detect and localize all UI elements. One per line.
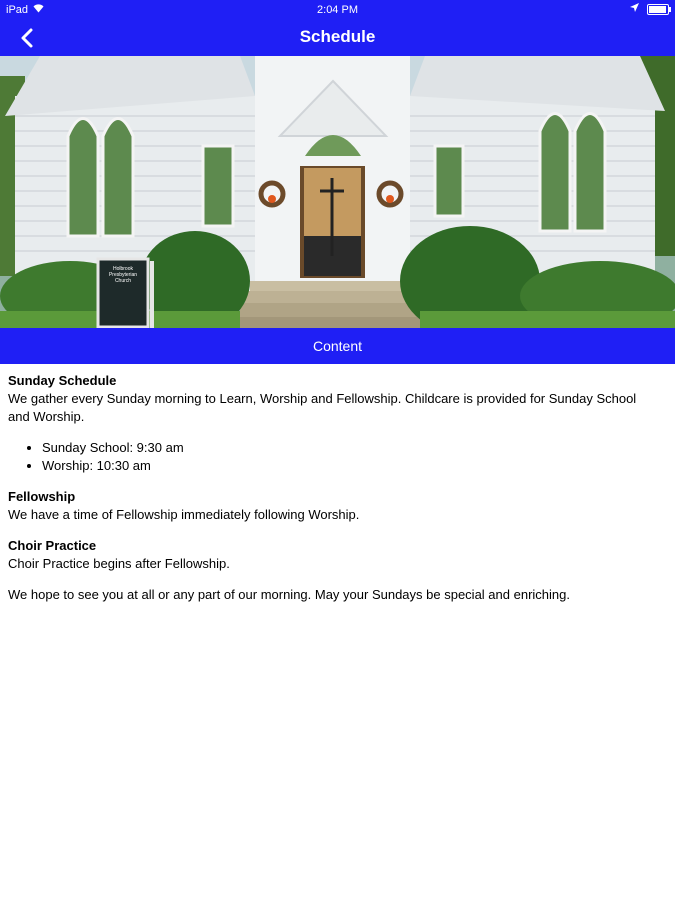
device-label: iPad <box>6 4 29 16</box>
church-photo <box>0 56 675 328</box>
church-sign <box>99 266 147 284</box>
sign-line: Holbrook <box>112 266 133 272</box>
content-section-header: Content <box>0 328 675 364</box>
sign-line: Presbyterian <box>108 272 138 278</box>
list-item: • Worship: 10:30 am <box>42 457 658 475</box>
sunday-schedule-list <box>8 439 658 475</box>
sign-line: Church <box>114 278 132 284</box>
sunday-schedule-text: We gather every Sunday morning to Learn, Worship and Fellowship. Childcare is provided for Sunday School and Worship. <box>8 391 637 424</box>
choir-practice-text: Choir Practice begins after Fellowship. <box>8 556 230 571</box>
closing-text: We hope to see you at all or any part of our morning. May your Sundays be special and enriching. <box>8 587 570 602</box>
fellowship-heading: Fellowship <box>8 489 76 504</box>
page-title: Schedule <box>299 27 376 46</box>
navigation-bar <box>0 20 675 56</box>
list-item: • Sunday School: 9:30 am <box>42 439 658 457</box>
battery-icon <box>647 4 669 15</box>
choir-practice-heading: Choir Practice <box>8 538 97 553</box>
sunday-schedule-heading: Sunday Schedule <box>8 373 117 388</box>
fellowship-text: We have a time of Fellowship immediately following Worship. <box>8 507 360 522</box>
status-time: 2:04 PM <box>317 4 358 16</box>
status-bar <box>0 0 675 20</box>
status-right <box>630 3 669 15</box>
location-icon <box>630 3 639 15</box>
schedule-content <box>8 372 658 617</box>
